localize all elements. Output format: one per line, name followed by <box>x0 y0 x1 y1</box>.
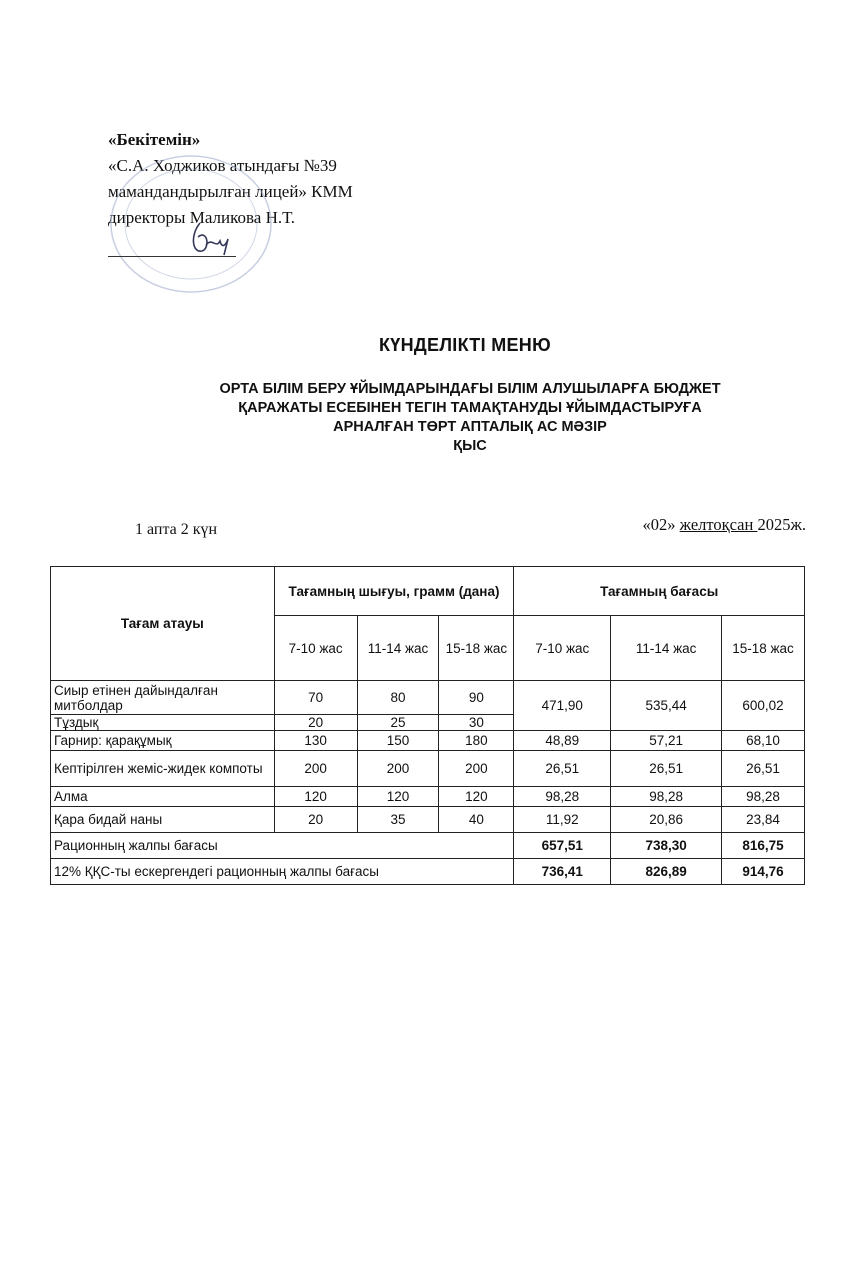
total-vat-cell: 826,89 <box>611 859 722 885</box>
table-row <box>51 681 805 715</box>
yield-cell: 70 <box>274 681 357 715</box>
dish-name: Сиыр етінен дайындалған митболдар <box>51 681 275 715</box>
total-row <box>51 833 805 859</box>
price-cell: 26,51 <box>611 751 722 787</box>
yield-cell: 200 <box>274 751 357 787</box>
page-title: КҮНДЕЛІКТІ МЕНЮ <box>379 335 551 355</box>
header-price-age: 7-10 жас <box>514 616 611 681</box>
header-price-age: 11-14 жас <box>611 616 722 681</box>
price-cell: 20,86 <box>611 807 722 833</box>
approval-line-2: мамандандырылған лицей» КММ <box>108 182 353 201</box>
yield-cell: 90 <box>439 681 514 715</box>
subtitle-line: АРНАЛҒАН ТӨРТ АПТАЛЫҚ АС МӘЗІР <box>333 419 607 435</box>
date-prefix: «02» <box>642 515 680 534</box>
signature-line <box>108 256 236 257</box>
total-vat-label: 12% ҚҚС-ты ескергендегі рационның жалпы бағасы <box>51 859 514 885</box>
yield-cell: 120 <box>357 787 439 807</box>
subtitle-line: ОРТА БІЛІМ БЕРУ ҰЙЫМДАРЫНДАҒЫ БІЛІМ АЛУШЫЛАРҒА БЮДЖЕТ <box>219 381 721 397</box>
price-cell: 48,89 <box>514 731 611 751</box>
yield-cell: 120 <box>274 787 357 807</box>
price-cell: 68,10 <box>722 731 805 751</box>
yield-cell: 200 <box>357 751 439 787</box>
menu-table <box>50 566 805 885</box>
header-price-age: 15-18 жас <box>722 616 805 681</box>
price-cell: 26,51 <box>514 751 611 787</box>
header-price: Тағамның бағасы <box>514 567 805 616</box>
date-suffix: 2025ж. <box>757 515 806 534</box>
total-label: Рационның жалпы бағасы <box>51 833 514 859</box>
total-cell: 738,30 <box>611 833 722 859</box>
dish-name: Кептірілген жеміс-жидек компоты <box>51 751 275 787</box>
header-yield-age: 15-18 жас <box>439 616 514 681</box>
yield-cell: 40 <box>439 807 514 833</box>
table-row <box>51 751 805 787</box>
dish-name: Гарнир: қарақұмық <box>51 731 275 751</box>
total-cell: 657,51 <box>514 833 611 859</box>
approval-line-3: директоры Маликова Н.Т. <box>108 208 296 227</box>
menu-date <box>643 515 806 535</box>
week-day: 1 апта 2 күн <box>135 521 218 538</box>
table-row <box>51 731 805 751</box>
total-cell: 816,75 <box>722 833 805 859</box>
header-name: Тағам атауы <box>51 567 275 681</box>
yield-cell: 200 <box>439 751 514 787</box>
subtitle-line: ҚЫС <box>453 438 487 454</box>
signature-icon <box>180 215 240 260</box>
price-cell: 11,92 <box>514 807 611 833</box>
price-cell: 26,51 <box>722 751 805 787</box>
yield-cell: 30 <box>439 715 514 731</box>
table-row <box>51 807 805 833</box>
dish-name: Алма <box>51 787 275 807</box>
yield-cell: 130 <box>274 731 357 751</box>
date-month: желтоқсан <box>679 515 758 534</box>
price-cell: 98,28 <box>514 787 611 807</box>
table-row <box>51 787 805 807</box>
price-cell: 535,44 <box>611 681 722 731</box>
price-cell: 23,84 <box>722 807 805 833</box>
total-vat-row <box>51 859 805 885</box>
yield-cell: 25 <box>357 715 439 731</box>
yield-cell: 150 <box>357 731 439 751</box>
total-vat-cell: 914,76 <box>722 859 805 885</box>
approval-line-1: «С.А. Ходжиков атындағы №39 <box>108 156 337 175</box>
header-yield-age: 11-14 жас <box>357 616 439 681</box>
approval-heading: «Бекітемін» <box>108 130 201 149</box>
yield-cell: 80 <box>357 681 439 715</box>
yield-cell: 35 <box>357 807 439 833</box>
subtitle-line: ҚАРАЖАТЫ ЕСЕБІНЕН ТЕГІН ТАМАҚТАНУДЫ ҰЙЫМДАСТЫРУҒА <box>238 400 702 416</box>
dish-name: Қара бидай наны <box>51 807 275 833</box>
header-yield-age: 7-10 жас <box>274 616 357 681</box>
price-cell: 600,02 <box>722 681 805 731</box>
yield-cell: 20 <box>274 807 357 833</box>
subtitle <box>110 380 830 456</box>
price-cell: 471,90 <box>514 681 611 731</box>
yield-cell: 120 <box>439 787 514 807</box>
price-cell: 98,28 <box>611 787 722 807</box>
dish-name: Тұздық <box>51 715 275 731</box>
yield-cell: 20 <box>274 715 357 731</box>
price-cell: 57,21 <box>611 731 722 751</box>
yield-cell: 180 <box>439 731 514 751</box>
total-vat-cell: 736,41 <box>514 859 611 885</box>
header-yield: Тағамның шығуы, грамм (дана) <box>274 567 514 616</box>
price-cell: 98,28 <box>722 787 805 807</box>
